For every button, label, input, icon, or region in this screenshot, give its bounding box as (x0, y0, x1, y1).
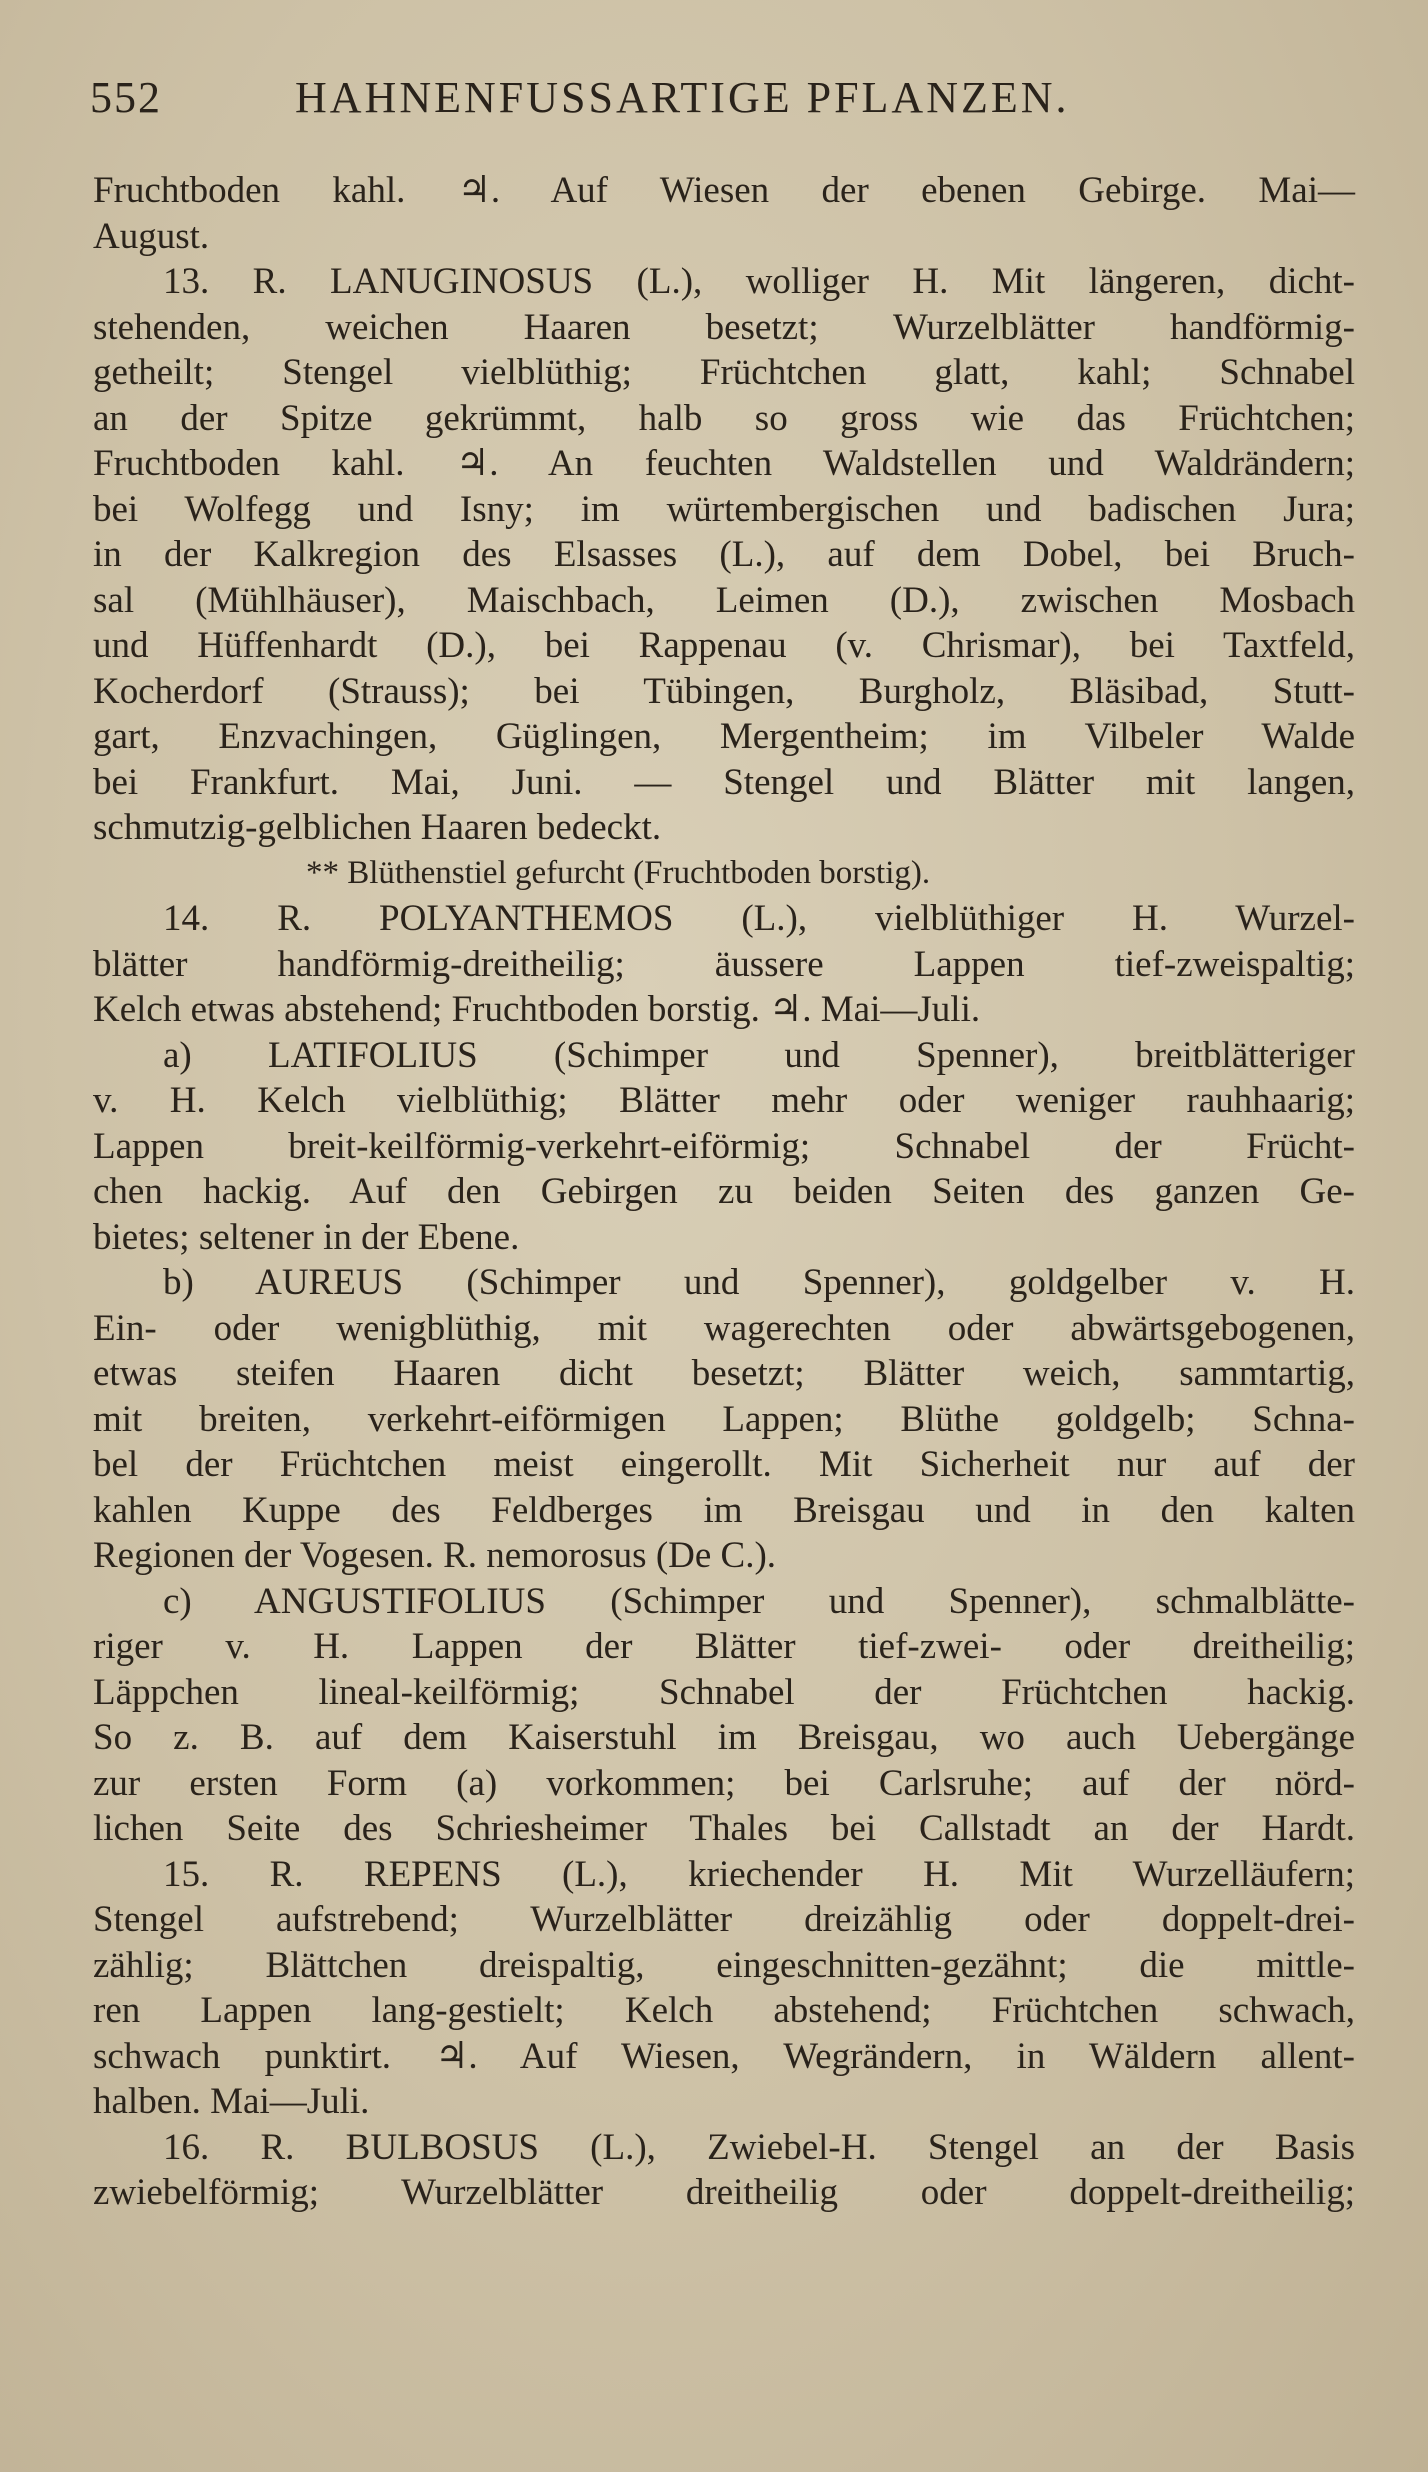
text-line: Fruchtboden kahl. ♃. Auf Wiesen der ebenen Gebirge. Mai— (93, 170, 1355, 211)
text-line: Regionen der Vogesen. R. nemorosus (De C.). (93, 1535, 777, 1576)
text-line: v. H. Kelch vielblüthig; Blätter mehr oder weniger rauhhaarig; (93, 1080, 1355, 1121)
text-line: Kelch etwas abstehend; Fruchtboden borstig. ♃. Mai—Juli. (93, 989, 981, 1030)
text-line: Kocherdorf (Strauss); bei Tübingen, Burgholz, Bläsibad, Stutt- (93, 670, 1355, 712)
text-line: Läppchen lineal-keilförmig; Schnabel der Früchtchen hackig. (93, 1671, 1355, 1713)
species-entry-16: 16. R. BULBOSUS (L.), Zwiebel-H. Stengel an der Basis (163, 2126, 1355, 2168)
text-line: halben. Mai—Juli. (93, 2081, 370, 2122)
text-line: August. (93, 215, 210, 257)
text-line: sal (Mühlhäuser), Maischbach, Leimen (D.), zwischen Mosbach (93, 579, 1355, 621)
text-line: gart, Enzvachingen, Güglingen, Mergentheim; im Vilbeler Walde (93, 716, 1355, 757)
text-line: ren Lappen lang-gestielt; Kelch abstehend; Früchtchen schwach, (93, 1990, 1355, 2031)
text-line: bei Frankfurt. Mai, Juni. — Stengel und Blätter mit langen, (93, 761, 1355, 803)
page-number: 552 (90, 73, 162, 122)
text-line: Lappen breit-keilförmig-verkehrt-eiförmig; Schnabel der Frücht- (93, 1125, 1355, 1167)
text-line: schwach punktirt. ♃. Auf Wiesen, Wegrändern, in Wäldern allent- (93, 2035, 1355, 2077)
species-entry-15: 15. R. REPENS (L.), kriechender H. Mit Wurzelläufern; (163, 1853, 1355, 1895)
variety-entry-b: b) AUREUS (Schimper und Spenner), goldgelber v. H. (163, 1262, 1355, 1303)
subsection-heading: ** Blüthenstiel gefurcht (Fruchtboden borstig). (306, 854, 931, 891)
text-line: zur ersten Form (a) vorkommen; bei Carlsruhe; auf der nörd- (93, 1762, 1355, 1804)
text-line: in der Kalkregion des Elsasses (L.), auf dem Dobel, bei Bruch- (93, 534, 1355, 575)
text-line: zählig; Blättchen dreispaltig, eingeschnitten-gezähnt; die mittle- (93, 1944, 1355, 1986)
text-line: Fruchtboden kahl. ♃. An feuchten Waldstellen und Waldrändern; (93, 443, 1355, 484)
text-line: kahlen Kuppe des Feldberges im Breisgau und in den kalten (93, 1489, 1355, 1531)
variety-entry-c: c) ANGUSTIFOLIUS (Schimper und Spenner), schmalblätte- (163, 1580, 1355, 1622)
text-line: chen hackig. Auf den Gebirgen zu beiden Seiten des ganzen Ge- (93, 1171, 1355, 1212)
text-line: getheilt; Stengel vielblüthig; Früchtchen glatt, kahl; Schnabel (93, 352, 1355, 393)
text-line: riger v. H. Lappen der Blätter tief-zwei- oder dreitheilig; (93, 1626, 1355, 1667)
running-title: HAHNENFUSSARTIGE PFLANZEN. (295, 73, 1070, 122)
species-entry-14: 14. R. POLYANTHEMOS (L.), vielblüthiger H. Wurzel- (163, 898, 1355, 939)
text-line: bel der Früchtchen meist eingerollt. Mit Sicherheit nur auf der (93, 1444, 1355, 1485)
text-line: stehenden, weichen Haaren besetzt; Wurzelblätter handförmig- (93, 306, 1355, 348)
page-header (90, 72, 1350, 132)
variety-entry-a: a) LATIFOLIUS (Schimper und Spenner), breitblätteriger (163, 1034, 1355, 1076)
text-line: schmutzig-gelblichen Haaren bedeckt. (93, 807, 662, 848)
text-line: Ein- oder wenigblüthig, mit wagerechten oder abwärtsgebogenen, (93, 1307, 1355, 1349)
text-line: bietes; seltener in der Ebene. (93, 1216, 520, 1258)
text-line: blätter handförmig-dreitheilig; äussere Lappen tief-zweispaltig; (93, 943, 1355, 985)
text-line: Stengel aufstrebend; Wurzelblätter dreizählig oder doppelt-drei- (93, 1899, 1355, 1940)
text-line: etwas steifen Haaren dicht besetzt; Blätter weich, sammtartig, (93, 1353, 1355, 1394)
body-text (93, 168, 1355, 2216)
text-line: an der Spitze gekrümmt, halb so gross wie das Früchtchen; (93, 397, 1355, 439)
text-line: lichen Seite des Schriesheimer Thales bei Callstadt an der Hardt. (93, 1808, 1355, 1849)
text-line: und Hüffenhardt (D.), bei Rappenau (v. Chrismar), bei Taxtfeld, (93, 625, 1355, 666)
text-line: So z. B. auf dem Kaiserstuhl im Breisgau, wo auch Uebergänge (93, 1717, 1355, 1758)
species-entry-13: 13. R. LANUGINOSUS (L.), wolliger H. Mit längeren, dicht- (163, 261, 1355, 302)
text-line: zwiebelförmig; Wurzelblätter dreitheilig oder doppelt-dreitheilig; (93, 2172, 1355, 2213)
text-line: mit breiten, verkehrt-eiförmigen Lappen; Blüthe goldgelb; Schna- (93, 1398, 1355, 1440)
text-line: bei Wolfegg und Isny; im würtembergischen und badischen Jura; (93, 488, 1355, 530)
